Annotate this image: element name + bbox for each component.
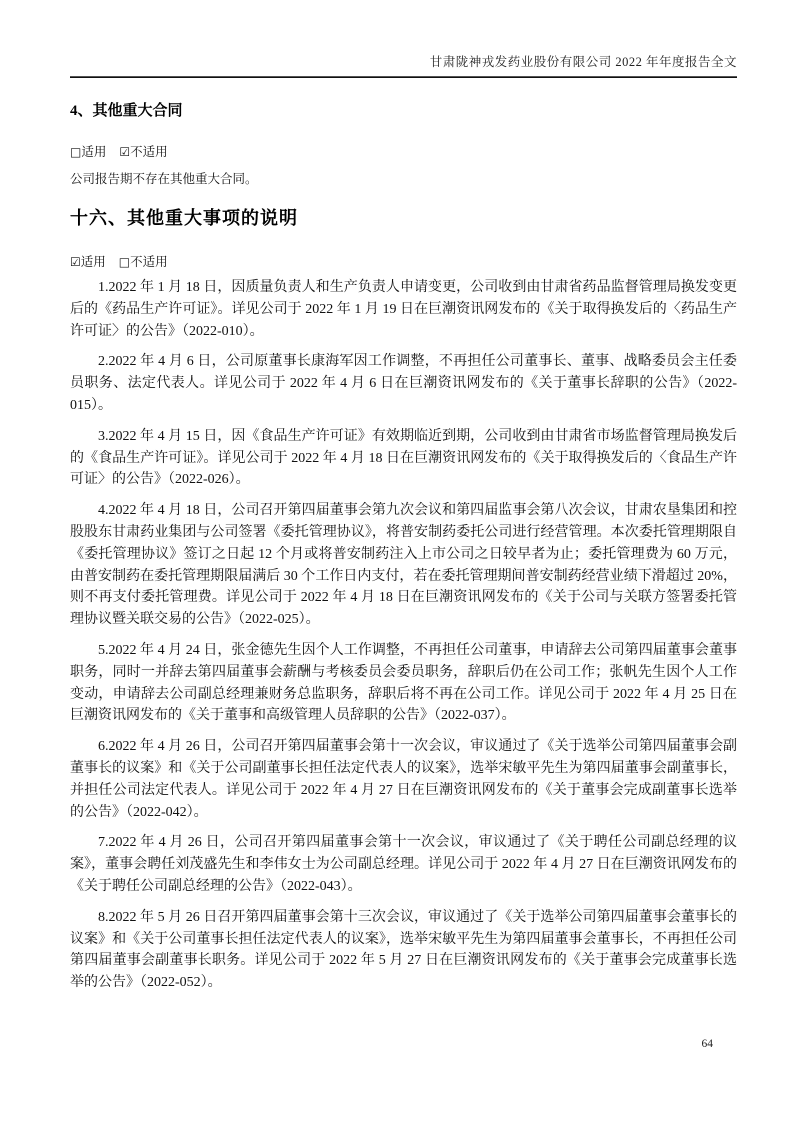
checkbox-checked-icon: ☑ <box>70 255 81 269</box>
paragraph-item-6: 6.2022 年 4 月 26 日，公司召开第四届董事会第十一次会议，审议通过了《关于选举公司第四届董事会副董事长的议案》和《关于公司副董事长担任法定代表人的议案》，选举宋敏平先生为第四届董事会副董事长，并担任公司法定代表人。详见公司于 2022 年 4 月 27 日在巨潮资讯网发布的《关于董事会完成副董事长选举的公告》（2022-042）。 <box>70 739 737 820</box>
other-contracts-statement: 公司报告期不存在其他重大合同。 <box>70 172 258 186</box>
paragraph-item-8: 8.2022 年 5 月 26 日召开第四届董事会第十三次会议，审议通过了《关于选举公司第四届董事会董事长的议案》和《关于公司董事长担任法定代表人的议案》，选举宋敏平先生为第四届董事会董事长，不再担任公司第四届董事会副董事长职务。详见公司于 2022 年 5 月 27 日在巨潮资讯网发布的《关于董事会完成董事长选举的公告》（2022-052）。 <box>70 909 737 991</box>
paragraph-item-4: 4.2022 年 4 月 18 日，公司召开第四届董事会第九次会议和第四届监事会第八次会议，甘肃农垦集团和控股股东甘肃药业集团与公司签署《委托管理协议》，将普安制药委托公司进行经营管理。本次委托管理期限自《委托管理协议》签订之日起 12 个月或将普安制药注入上市公司之日较早者为止；委托管理费为 60 万元，由普安制药在委托管理期限届满后 30 个工作日内支付，若在委托管理期间普安制药经营业绩下滑超过 20%，则不再支付委托管理费。详见公司于 2022 年 4 月 18 日在巨潮资讯网发布的《关于公司与关联方签署委托管理协议暨关联交易的公告》（2022-025）。 <box>70 503 737 628</box>
page-number: 64 <box>701 1038 713 1050</box>
paragraph-item-3: 3.2022 年 4 月 15 日，因《食品生产许可证》有效期临近到期，公司收到由甘肃省市场监督管理局换发后的《食品生产许可证》。详见公司于 2022 年 4 月 18 日在巨潮资讯网发布的《关于取得换发后的〈食品生产许可证〉的公告》（2022-026）。 <box>70 428 737 488</box>
paragraph-item-5: 5.2022 年 4 月 24 日，张金德先生因个人工作调整，不再担任公司董事，申请辞去公司第四届董事会董事职务，同时一并辞去第四届董事会薪酬与考核委员会委员职务，辞职后仍在公司工作；张帆先生因个人工作变动，申请辞去公司副总经理兼财务总监职务，辞职后将不再在公司工作。详见公司于 2022 年 4 月 25 日在巨潮资讯网发布的《关于董事和高级管理人员辞职的公告》（2022-037）。 <box>70 642 737 724</box>
applicable-label: 适用 <box>81 145 107 159</box>
section-heading-other-matters: 十六、其他重大事项的说明 <box>70 208 298 228</box>
document-body <box>0 99 793 994</box>
applicability-line-other-contracts <box>70 142 737 160</box>
section-heading-other-contracts: 4、其他重大合同 <box>70 103 183 119</box>
not-applicable-label: 不适用 <box>130 145 168 159</box>
checkbox-unchecked-icon: □ <box>118 255 131 269</box>
page-header <box>0 0 793 78</box>
paragraph-item-1: 1.2022 年 1 月 18 日，因质量负责人和生产负责人申请变更，公司收到由甘肃省药品监督管理局换发变更后的《药品生产许可证》。详见公司于 2022 年 1 月 19 日在巨潮资讯网发布的《关于取得换发后的〈药品生产许可证〉的公告》（2022-010）。 <box>70 280 737 339</box>
header-rule <box>70 76 737 78</box>
applicable-label: 适用 <box>80 255 106 269</box>
checkbox-checked-icon: ☑ <box>119 145 131 159</box>
not-applicable-label: 不适用 <box>130 255 168 269</box>
checkbox-unchecked-icon: □ <box>70 145 82 159</box>
applicability-line-other-matters <box>70 252 737 270</box>
paragraph-item-2: 2.2022 年 4 月 6 日，公司原董事长康海军因工作调整，不再担任公司董事长、董事、战略委员会主任委员职务、法定代表人。详见公司于 2022 年 4 月 6 日在巨潮资讯网发布的《关于董事长辞职的公告》（2022-015）。 <box>70 354 737 413</box>
header-title: 甘肃陇神戎发药业股份有限公司 2022 年年度报告全文 <box>429 55 737 69</box>
other-matters-paragraphs <box>70 277 737 994</box>
paragraph-item-7: 7.2022 年 4 月 26 日，公司召开第四届董事会第十一次会议，审议通过了《关于聘任公司副总经理的议案》，董事会聘任刘茂盛先生和李伟女士为公司副总经理。详见公司于 2022 年 4 月 27 日在巨潮资讯网发布的《关于聘任公司副总经理的公告》（2022-043）。 <box>70 835 737 894</box>
